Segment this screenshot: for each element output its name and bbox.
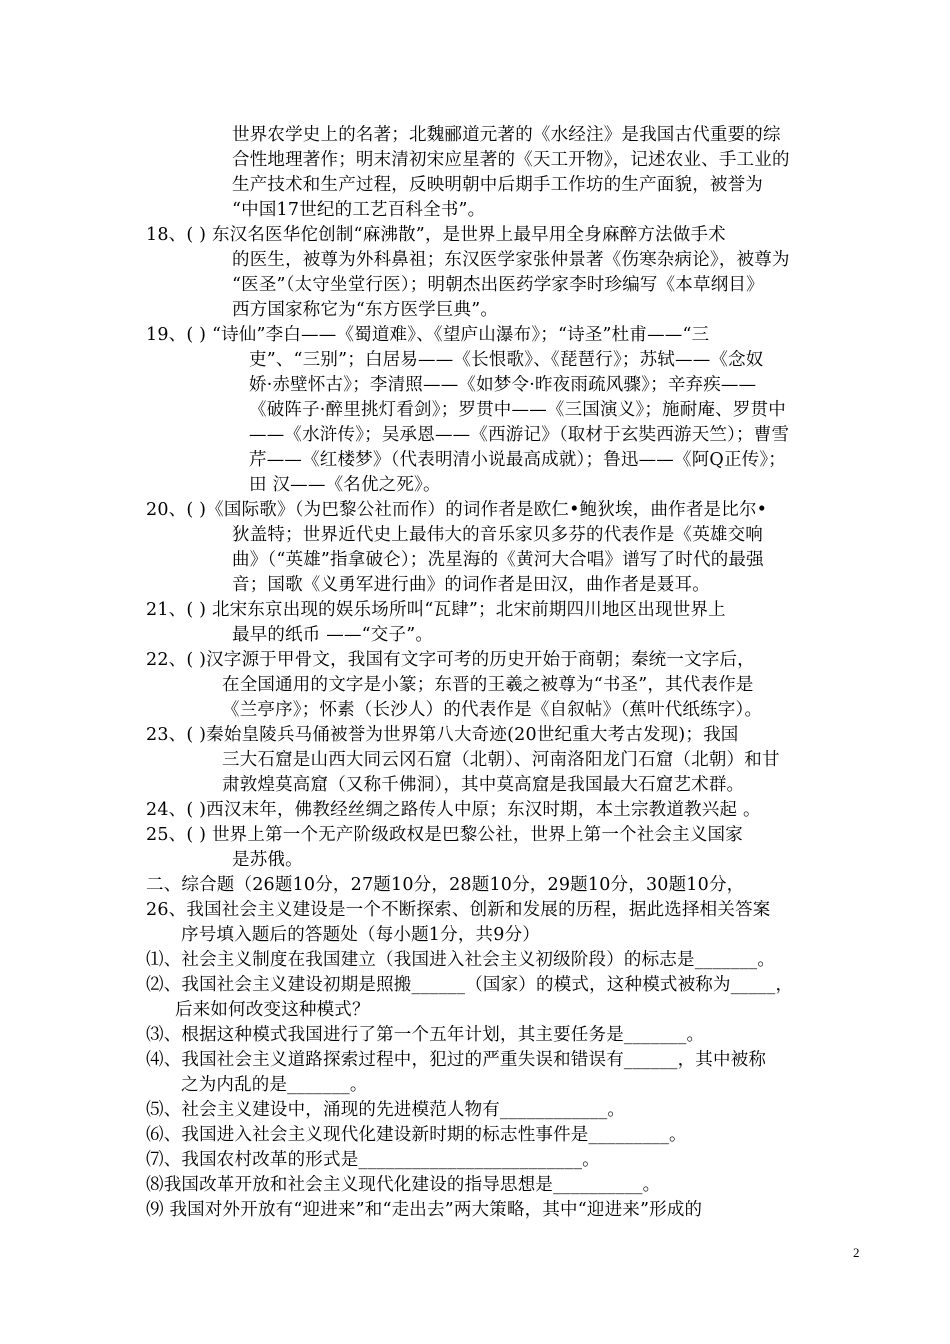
text-line: 序号填入题后的答题处（每小题1分，共9分） bbox=[181, 925, 540, 945]
text-line: ⑶、根据这种模式我国进行了第一个五年计划，其主要任务是_______。 bbox=[146, 1025, 705, 1045]
text-line: 芹——《红楼梦》（代表明清小说最高成就）；鲁迅——《阿Q正传》； bbox=[249, 450, 786, 470]
text-line: 19、( ) “诗仙”李白——《蜀道难》、《望庐山瀑布》；“诗圣”杜甫——“三 bbox=[146, 325, 710, 345]
text-line: 18、( ) 东汉名医华佗创制“麻沸散”，是世界上最早用全身麻醉方法做手术 bbox=[146, 225, 726, 245]
text-line: 22、( )汉字源于甲骨文，我国有文字可考的历史开始于商朝；秦统一文字后， bbox=[146, 650, 755, 670]
text-line: ⑷、我国社会主义道路探索过程中，犯过的严重失误和错误有______，其中被称 bbox=[146, 1050, 767, 1070]
text-line: 20、( )《国际歌》（为巴黎公社而作）的词作者是欧仁•鲍狄埃，曲作者是比尔• bbox=[146, 500, 768, 520]
text-line: 曲》（“英雄”指拿破仑）；冼星海的《黄河大合唱》谱写了时代的最强 bbox=[232, 550, 764, 570]
text-line: 25、( ) 世界上第一个无产阶级政权是巴黎公社，世界上第一个社会主义国家 bbox=[146, 825, 743, 845]
text-line: ⑹、我国进入社会主义现代化建设新时期的标志性事件是_________。 bbox=[146, 1125, 687, 1145]
text-line: 合性地理著作；明末清初宋应星著的《天工开物》，记述农业、手工业的 bbox=[232, 150, 790, 170]
text-line: 狄盖特；世界近代史上最伟大的音乐家贝多芬的代表作是《英雄交响 bbox=[232, 525, 763, 545]
page-number: 2 bbox=[853, 1245, 860, 1260]
text-line: 最早的纸币 ——“交子”。 bbox=[232, 625, 434, 645]
text-line: ——《水浒传》；吴承恩——《西游记》（取材于玄奘西游天竺）；曹雪 bbox=[249, 425, 790, 445]
text-line: 音；国歌《义勇军进行曲》的词作者是田汉，曲作者是聂耳。 bbox=[232, 575, 710, 595]
text-line: ⑻我国改革开放和社会主义现代化建设的指导思想是__________。 bbox=[146, 1175, 661, 1195]
text-line: ⑸、社会主义建设中，涌现的先进模范人物有____________。 bbox=[146, 1100, 626, 1120]
text-line: 是苏俄。 bbox=[232, 850, 303, 870]
text-line: 《破阵子·醉里挑灯看剑》；罗贯中——《三国演义》；施耐庵、罗贯中 bbox=[249, 400, 786, 420]
text-line: 娇·赤壁怀古》；李清照——《如梦令·昨夜雨疏风骤》；辛弃疾—— bbox=[249, 375, 757, 395]
text-line: 26、我国社会主义建设是一个不断探索、创新和发展的历程，据此选择相关答案 bbox=[146, 900, 771, 920]
text-line: 的医生，被尊为外科鼻祖；东汉医学家张仲景著《伤寒杂病论》，被尊为 bbox=[232, 250, 790, 270]
text-line: 生产技术和生产过程，反映明朝中后期手工作坊的生产面貌，被誉为 bbox=[232, 175, 763, 195]
text-line: 西方国家称它为“东方医学巨典”。 bbox=[232, 300, 499, 320]
text-line: 《兰亭序》；怀素（长沙人）的代表作是《自叙帖》（蕉叶代纸练字）。 bbox=[222, 700, 763, 720]
text-line: ⑴、社会主义制度在我国建立（我国进入社会主义初级阶段）的标志是_______。 bbox=[146, 950, 776, 970]
text-line: 后来如何改变这种模式？ bbox=[175, 1000, 370, 1020]
text-line: ⑺、我国农村改革的形式是_________________________。 bbox=[146, 1150, 600, 1170]
text-line: 吏”、“三别”；白居易——《长恨歌》、《琵琶行》；苏轼——《念奴 bbox=[249, 350, 764, 370]
text-line: “医圣”（太守坐堂行医）；明朝杰出医药学家李时珍编写《本草纲目》 bbox=[232, 275, 764, 295]
text-line: 之为内乱的是_______。 bbox=[181, 1075, 368, 1095]
text-line: 世界农学史上的名著；北魏郦道元著的《水经注》是我国古代重要的综 bbox=[232, 125, 781, 145]
text-line: 肃敦煌莫高窟（又称千佛洞），其中莫高窟是我国最大石窟艺术群。 bbox=[222, 775, 745, 795]
text-line: 二、综合题（26题10分，27题10分，28题10分，29题10分，30题10分， bbox=[146, 875, 745, 895]
text-line: 田 汉——《名优之死》。 bbox=[249, 475, 441, 495]
text-line: 21、( ) 北宋东京出现的娱乐场所叫“瓦肆”；北宋前期四川地区出现世界上 bbox=[146, 600, 726, 620]
text-line: 三大石窟是山西大同云冈石窟（北朝）、河南洛阳龙门石窟（北朝）和甘 bbox=[222, 750, 780, 770]
text-line: 24、( )西汉末年，佛教经丝绸之路传人中原；东汉时期，本土宗教道教兴起 。 bbox=[146, 800, 761, 820]
text-line: “中国17世纪的工艺百科全书”。 bbox=[232, 200, 486, 220]
text-line: ⑼ 我国对外开放有“迎进来”和“走出去”两大策略，其中“迎进来”形成的 bbox=[146, 1200, 703, 1220]
text-line: 23、( )秦始皇陵兵马俑被誉为世界第八大奇迹(20世纪重大考古发现)；我国 bbox=[146, 725, 739, 745]
text-line: ⑵、我国社会主义建设初期是照搬______（国家）的模式，这种模式被称为_____， bbox=[146, 975, 794, 995]
text-line: 在全国通用的文字是小篆；东晋的王羲之被尊为“书圣”，其代表作是 bbox=[222, 675, 754, 695]
